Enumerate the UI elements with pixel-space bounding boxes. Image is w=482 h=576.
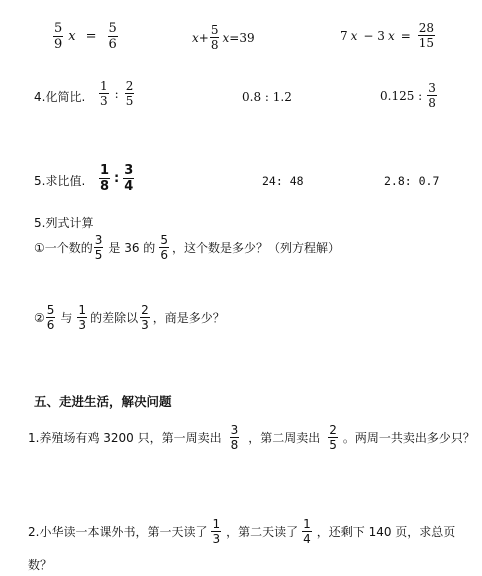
fraction: $\frac{5}{8}$ (210, 23, 219, 52)
fraction: $\frac{5}{6}$ (160, 233, 168, 262)
q5-ratio-1: $\frac{1}{8}$ : $\frac{3}{4}$ (100, 163, 134, 194)
fraction: $\frac{5}{6}$ (108, 21, 117, 52)
equation-1: $\frac{5}{9}$ x = $\frac{5}{6}$ (54, 21, 117, 52)
q4-ratio-1: $\frac{1}{3}$ : $\frac{2}{5}$ (100, 79, 134, 108)
q4-ratio-3: 0.125 : $\frac{3}{8}$ (380, 81, 436, 110)
fraction: $\frac{2}{5}$ (329, 423, 337, 452)
word-problem-1: 1.养殖场有鸡 3200 只，第一周卖出 $\frac{3}{8}$ ，第二周卖出 $\frac{2}{5}$ 。两周一共卖出多少只？ (28, 423, 475, 452)
fraction: $\frac{5}{9}$ (54, 21, 63, 52)
word-problem-2-continued: 数？ (28, 558, 53, 572)
q5-ratio-3: 2.8: 0.7 (384, 174, 440, 188)
word-problem-2: 2.小华读一本课外书，第一天读了 $\frac{1}{3}$ ，第二天读了 $\frac{1}{4}$ ，还剩下 140 页，求总页 (28, 517, 456, 546)
q5b-problem-1: ①一个数的 $\frac{3}{5}$ 是 36 的 $\frac{5}{6}$ ，这个数是多少？（列方程解） (34, 233, 340, 262)
fraction: $\frac{1}{3}$ (212, 517, 221, 546)
fraction: $\frac{3}{5}$ (94, 233, 103, 262)
fraction: $\frac{1}{8}$ (100, 163, 110, 194)
fraction: $\frac{3}{8}$ (428, 81, 436, 110)
section-title: 五、走进生活，解决问题 (34, 394, 172, 409)
fraction: $\frac{3}{4}$ (124, 163, 134, 194)
fraction: $\frac{28}{15}$ (418, 21, 435, 50)
q5b-label: 5.列式计算 (34, 216, 94, 230)
q4-ratio-2: 0.8 : 1.2 (242, 90, 292, 104)
q5b-problem-2: ② $\frac{5}{6}$ 与 $\frac{1}{3}$ 的差除以 $\frac{2}{3}$ ，商是多少？ (34, 303, 225, 332)
fraction: $\frac{3}{8}$ (230, 423, 239, 452)
equation-2: x + $\frac{5}{8}$ x =39 (192, 23, 255, 52)
q5-ratio-2: 24: 48 (262, 174, 304, 188)
equation-3: 7 x − 3 x = $\frac{28}{15}$ (340, 21, 435, 50)
fraction: $\frac{5}{6}$ (46, 303, 55, 332)
q5-label: 5.求比值. (34, 174, 86, 188)
fraction: $\frac{2}{5}$ (125, 79, 134, 108)
fraction: $\frac{1}{3}$ (100, 79, 108, 108)
q4-label: 4.化简比. (34, 90, 86, 104)
fraction: $\frac{1}{4}$ (303, 517, 311, 546)
fraction: $\frac{2}{3}$ (141, 303, 149, 332)
fraction: $\frac{1}{3}$ (78, 303, 87, 332)
